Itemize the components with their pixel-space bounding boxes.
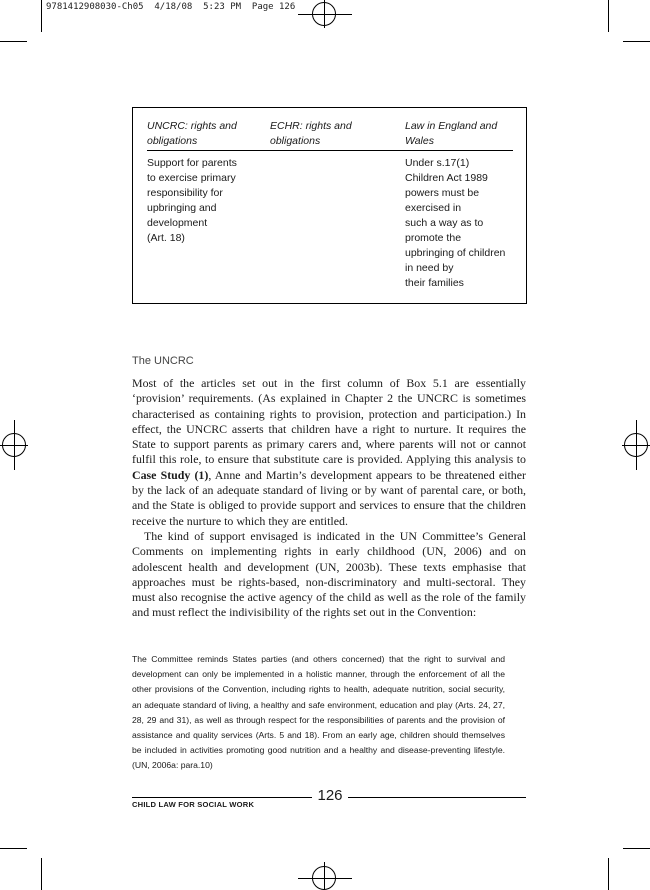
body-text <box>132 376 526 621</box>
crop-mark <box>623 848 650 849</box>
footer-rule-right <box>348 797 526 798</box>
crop-mark <box>0 41 27 42</box>
print-slug: 9781412908030-Ch05 4/18/08 5:23 PM Page 126 <box>46 2 296 12</box>
rights-table-box <box>132 107 527 304</box>
header-england-wales: Law in England and Wales <box>405 120 498 147</box>
crop-mark <box>0 848 27 849</box>
footer-rule-left <box>132 797 312 798</box>
crop-mark <box>41 858 42 890</box>
header-echr: ECHR: rights and obligations <box>270 120 352 147</box>
crop-mark <box>608 0 609 32</box>
crop-mark <box>623 41 650 42</box>
page-number: 126 <box>312 787 348 804</box>
cell-uncrc: Support for parents to exercise primary responsibility for upbringing and development (Art. 18) <box>147 157 237 244</box>
block-quote: The Committee reminds States parties (and others concerned) that the right to survival and development can only be implemented in a holistic manner, through the enforcement of all the other provisions of the Convention, including rights to health, adequate nutrition, social security, an adequate standard of living, a healthy and safe environment, education and play (Arts. 24, 27, 28, 29 and 31), as well as through respect for the responsibilities of parents and the provision of assistance and quality services (Arts. 5 and 18). From an early age, children should themselves be included in activities promoting good nutrition and a healthy and disease-preventing lifestyle. (UN, 2006a: para.10) <box>132 654 505 771</box>
section-heading: The UNCRC <box>132 355 194 367</box>
crop-mark <box>608 858 609 890</box>
running-footer-title: CHILD LAW FOR SOCIAL WORK <box>132 800 255 809</box>
header-divider <box>147 150 513 151</box>
case-study-ref: Case Study (1) <box>132 467 209 482</box>
header-uncrc: UNCRC: rights and obligations <box>147 120 237 147</box>
crop-mark <box>41 0 42 32</box>
cell-england-wales: Under s.17(1) Children Act 1989 powers must be exercised in such a way as to promote the upbringing of children in need by their families <box>405 157 506 289</box>
paragraph-2: The kind of support envisaged is indicated in the UN Committee’s General Comments on implementing rights in early childhood (UN, 2006) and on adolescent health and development (UN, 2003b). These texts emphasise that approaches must be rights-based, non-discriminatory and multi-sectoral. They must also recognise the active agency of the child as well as the role of the family and must reflect the indivisibility of the rights set out in the Convention: <box>132 528 526 620</box>
paragraph-1: Most of the articles set out in the first column of Box 5.1 are essentially ‘provision’ requirements. (As explained in Chapter 2 the UNCRC is sometimes characterised as containing rights to provision, protection and participation.) In effect, the UNCRC asserts that children have a right to nurture. It requires the State to support parents as primary carers and, where parents will not or cannot fulfil this role, to ensure that substitute care is provided. Applying this analysis to Case Study (1), Anne and Martin’s development appears to be threatened either by the lack of an adequate standard of living or by want of parental care, or both, and the State is obliged to provide support and services to ensure that the children receive the nurture to which they are entitled. <box>132 376 526 528</box>
